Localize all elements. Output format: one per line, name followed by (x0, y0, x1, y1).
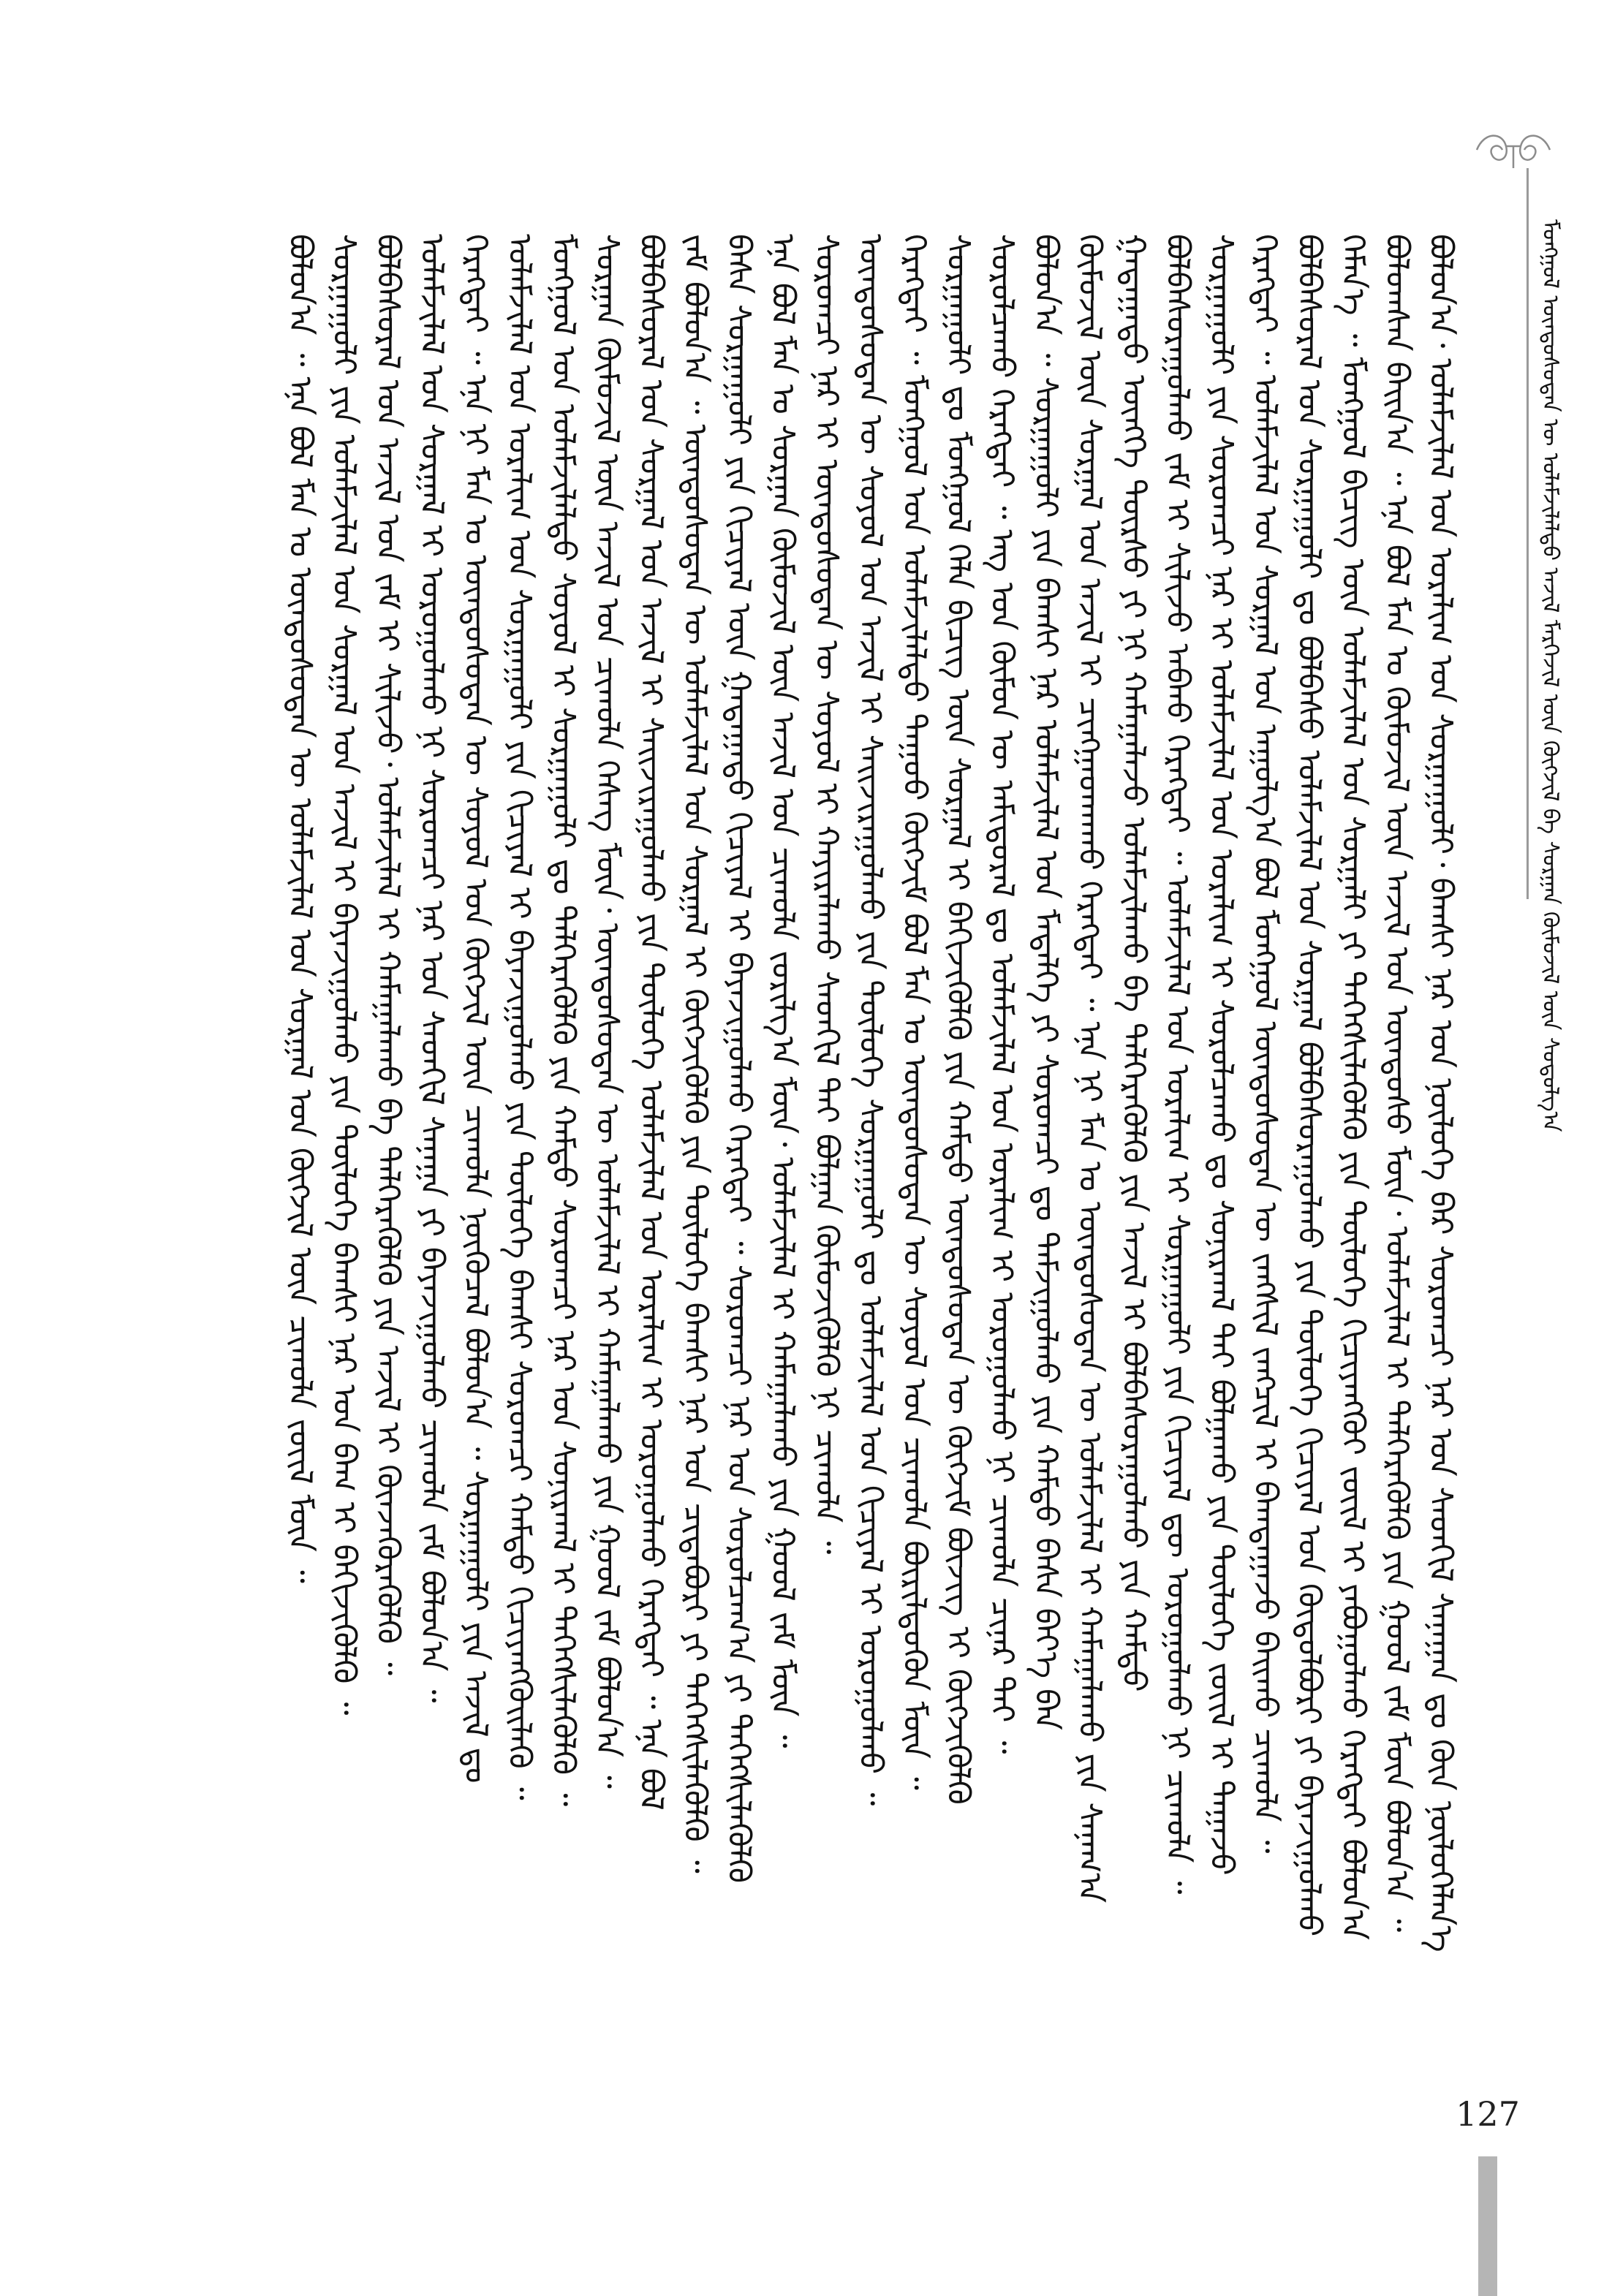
text-column: ᠪᠣᠯᠪᠠᠰᠤᠷᠠᠯ ᠤᠨ ᠰᠤᠷᠭᠠᠭᠤᠯᠢ ᠳᠤ ᠪᠣᠯᠪᠠᠰᠤ ᠤᠯᠠᠮᠵᠢᠯᠠᠯ ᠤᠨ ᠰᠤᠷᠭᠠᠯ ᠪᠣᠯᠪᠠᠰᠤᠷᠠᠭᠤᠯᠬᠤ ᠶᠢᠨ ᠲᠥᠯᠦᠭᠡ ᠬᠢᠴᠢᠶᠡᠯ ᠤᠨ ᠬᠥᠲᠥᠯᠪᠦᠷᠢ ᠶᠢ ᠪᠠᠶᠠᠵᠢᠭᠤᠯᠬᠤ (1290, 234, 1328, 1937)
text-column: ᠬᠥᠮᠦᠵᠢᠯ ᠦᠨ ᠰᠤᠷᠭᠠᠯ ᠤᠨ ᠠᠵᠢᠯ ᠢ ᠴᠢᠩᠭᠠᠳᠬᠠᠬᠤ ᠬᠡᠷᠡᠭᠲᠡᠢ ᠃ ᠡᠨᠡ ᠨᠢ ᠮᠠᠨ ᠤ ᠦᠨᠳᠦᠰᠦᠲᠡᠨ ᠦ ᠤᠯᠠᠮᠵᠢᠯᠠᠯ ᠢ ᠬᠠᠮᠠᠭᠠᠯᠠᠬᠤ ᠶᠢᠨ ᠰᠠᠨᠠᠭ᠎ᠠ (1071, 234, 1108, 1903)
text-column: ᠬᠡᠷᠡᠭᠲᠡᠢ ᠃ ᠡᠨᠡ ᠨᠢ ᠮᠠᠨ ᠤ ᠦᠨᠳᠦᠰᠦᠲᠡᠨ ᠦ ᠰᠣᠶᠤᠯ ᠤᠨ ᠬᠥᠭᠵᠢᠯ ᠦᠨ ᠴᠢᠬᠤᠯᠠ ᠨᠥᠬᠦᠴᠡᠯ ᠪᠣᠯᠣᠨ᠎ᠠ ᠃ ᠰᠤᠷᠭᠠᠭᠤᠯᠢ ᠶᠢᠨ ᠠᠵᠢᠯ ᠳᠤ (457, 234, 494, 1784)
text-column: ᠡᠨᠡ ᠪᠣᠯ ᠮᠠᠨ ᠤ ᠰᠤᠷᠭᠠᠨ ᠬᠦᠮᠦᠵᠢᠯ ᠦᠨ ᠠᠵᠢᠯ ᠤᠨ ᠴᠢᠬᠤᠯᠠ ᠵᠣᠷᠢᠯᠭ᠎ᠠ ᠮᠥᠨ᠂ ᠤᠯᠠᠮᠵᠢᠯᠠᠯ ᠢ ᠬᠠᠮᠠᠭᠠᠯᠠᠬᠤ ᠶᠢᠨ ᠭᠣᠣᠯ ᠵᠠᠮ ᠮᠥᠨ ᠃ (764, 234, 801, 1748)
scroll-ornament-icon (1469, 124, 1557, 175)
text-column: ᠤᠯᠠᠮᠵᠢᠯᠠᠯ ᠤᠨ ᠰᠤᠷᠭᠠᠯ ᠢ ᠣᠷᠣᠭᠤᠯᠬᠤ ᠨᠢ ᠰᠤᠷᠤᠭᠴᠢ ᠨᠠᠷ ᠤᠨ ᠰᠡᠳᠬᠢᠯ ᠰᠠᠨᠠᠭᠠ ᠶᠢ ᠪᠠᠶᠠᠵᠢᠭᠤᠯᠬᠤ ᠴᠢᠬᠤᠯᠠ ᠵᠠᠮ ᠪᠣᠯᠣᠨ᠎ᠠ ᠃ (413, 234, 450, 1703)
text-column: ᠰᠤᠷᠤᠭᠴᠢ ᠨᠠᠷ ᠢ ᠦᠨᠳᠦᠰᠦᠲᠡᠨ ᠦ ᠰᠣᠶᠤᠯ ᠢ ᠬᠠᠶᠢᠷᠠᠯᠠᠬᠤ ᠰᠡᠳᠬᠢᠯ ᠲᠠᠢ ᠪᠣᠯᠭᠠᠨ ᠬᠦᠮᠦᠵᠢᠭᠦᠯᠬᠦ ᠨᠢ ᠴᠢᠬᠤᠯᠠ ᠃ (808, 234, 845, 1555)
edge-tab-marker (1478, 2156, 1497, 2296)
text-column: ᠪᠣᠯᠣᠨ᠎ᠠ᠂ ᠤᠯᠠᠮᠵᠢᠯᠠᠯ ᠤᠨ ᠤᠷᠠᠯᠢᠭ ᠤᠨ ᠰᠤᠷᠭᠠᠭᠤᠯᠢ᠂ ᠪᠠᠭᠰᠢ ᠨᠠᠷ ᠤᠨ ᠨᠥᠯᠦᠭᠡ ᠪᠡᠷ ᠰᠤᠷᠤᠭᠴᠢ ᠨᠠᠷ ᠤᠨ ᠰᠡᠳᠭᠢᠯ ᠰᠠᠨᠠᠭᠠᠨ ᠳᠤ ᠭᠦᠨ ᠨᠥᠯᠦᠭᠡᠯᠡᠨ᠎ᠡ (1422, 234, 1459, 1952)
text-column: ᠰᠤᠷᠤᠯᠴᠠᠬᠤ ᠬᠡᠷᠡᠭᠲᠡᠢ ᠃ ᠡᠩ ᠤᠨ ᠬᠦᠮᠦᠨ ᠦ ᠠᠮᠢᠳᠤᠷᠠᠯ ᠳᠤ ᠤᠯᠠᠮᠵᠢᠯᠠᠯ ᠤᠨ ᠤᠷᠠᠯᠢᠭ ᠢ ᠣᠷᠣᠭᠤᠯᠬᠤ ᠨᠢ ᠴᠢᠬᠤᠯᠠ ᠴᠢᠨᠠᠷ ᠲᠠᠢ ᠃ (983, 234, 1021, 1754)
text-column: ᠰᠤᠷᠭᠠᠭᠤᠯᠢ ᠳᠤ ᠮᠣᠩᠭᠣᠯ ᠬᠡᠯᠡ ᠪᠢᠴᠢᠭ ᠦᠨ ᠰᠤᠷᠭᠠᠯ ᠢ ᠪᠡᠬᠢᠵᠢᠭᠦᠯᠬᠦ ᠶᠢᠨ ᠬᠠᠮᠲᠤ ᠦᠨᠳᠦᠰᠦᠲᠡᠨ ᠦ ᠬᠥᠭᠵᠢᠮ ᠪᠦᠵᠢᠭ ᠢ ᠬᠥᠭᠵᠢᠭᠦᠯᠬᠦ (939, 234, 977, 1805)
running-header: ᠮᠣᠩᠭᠣᠯ ᠦᠨᠳᠦᠰᠦᠲᠡᠨ ᠦ ᠤᠯᠠᠮᠵᠢᠯᠠᠯᠳᠤ ᠠᠵᠢᠯ ᠮᠡᠷᠭᠡᠵᠢᠯ ᠦᠨ ᠬᠥᠭᠵᠢᠯ ᠪᠠ ᠰᠤᠷᠭᠠᠨ ᠬᠥᠮᠦᠵᠢᠯ ᠦᠨ ᠰᠤᠳᠤᠯᠭ᠎ᠠ (1537, 219, 1563, 1132)
text-column: ᠤᠯᠠᠮᠵᠢᠯᠠᠯ ᠤᠨ ᠤᠷᠠᠯᠢᠭ ᠤᠨ ᠰᠤᠷᠭᠠᠭᠤᠯᠢ ᠶᠢᠨ ᠬᠢᠴᠢᠶᠡᠯ ᠢ ᠪᠠᠶᠠᠵᠢᠭᠤᠯᠬᠤ ᠶᠢᠨ ᠲᠥᠯᠦᠭᠡ ᠪᠠᠭᠰᠢ ᠰᠤᠷᠤᠭᠴᠢ ᠬᠠᠮᠲᠤ ᠬᠢᠴᠢᠶᠡᠩᠭᠦᠢᠯᠡᠬᠦ ᠃ (501, 234, 538, 1800)
text-column: ᠪᠠᠰᠠ ᠰᠤᠷᠭᠠᠭᠤᠯᠢ ᠶᠢᠨ ᠬᠢᠴᠢᠶᠡᠯ ᠦᠨ ᠭᠠᠳᠠᠭᠠᠳᠤ ᠬᠢᠴᠢᠶᠡᠯ ᠢ ᠪᠠᠶᠠᠵᠢᠭᠤᠯᠬᠤ ᠬᠡᠷᠡᠭᠲᠡᠢ ᠃ ᠰᠤᠷᠤᠭᠴᠢ ᠨᠠᠷ ᠤᠨ ᠰᠤᠷᠤᠯᠴᠠᠭ᠎ᠠ ᠶᠢ ᠳᠡᠭᠡᠭᠰᠢᠯᠡᠭᠦᠯᠬᠦ (720, 234, 757, 1884)
text-column: ᠮᠣᠩᠭᠣᠯ ᠤᠨ ᠤᠯᠠᠮᠵᠢᠯᠠᠯᠳᠤ ᠰᠣᠶᠤᠯ ᠢ ᠰᠤᠷᠭᠠᠭᠤᠯᠢ ᠳᠤ ᠳᠡᠯᠭᠡᠷᠡᠭᠦᠯᠬᠦ ᠶᠢᠨ ᠬᠠᠮᠲᠤ ᠰᠤᠷᠤᠭᠴᠢ ᠨᠠᠷ ᠤᠨ ᠰᠣᠨᠢᠷᠬᠠᠯ ᠢ ᠳᠡᠭᠡᠭᠰᠢᠯᠡᠭᠦᠯᠬᠦ ᠃ (545, 234, 582, 1807)
text-column: ᠪᠣᠯᠪᠠᠰᠤᠷᠠᠭᠤᠯᠬᠤ ᠵᠠᠮ ᠢ ᠰᠢᠯᠢᠵᠤ ᠠᠪᠬᠤ ᠬᠡᠷᠡᠭᠲᠡᠢ ᠃ ᠤᠯᠠᠮᠵᠢᠯᠠᠯ ᠤᠨ ᠤᠷᠠᠯᠢᠭ ᠢ ᠰᠤᠷᠭᠠᠭᠤᠯᠢ ᠶᠢᠨ ᠬᠢᠴᠢᠶᠡᠯ ᠳᠦ ᠣᠷᠣᠭᠤᠯᠬᠤ ᠨᠢ ᠴᠢᠬᠤᠯᠠ ᠃ (1159, 234, 1196, 1895)
text-column: ᠪᠣᠯᠪᠠᠰᠤᠷᠠᠯ ᠤᠨ ᠠᠵᠢᠯ ᠤᠨ ᠵᠠᠮ ᠢ ᠰᠢᠯᠢᠵᠤ᠂ ᠤᠯᠠᠮᠵᠢᠯᠠᠯ ᠢ ᠬᠠᠮᠠᠭᠠᠯᠠᠬᠤ ᠪᠠ ᠳᠡᠯᠭᠡᠷᠡᠭᠦᠯᠬᠦ ᠶᠢᠨ ᠠᠵᠢᠯ ᠢ ᠭᠦᠨᠵᠡᠭᠦᠷᠡᠭᠦᠯᠬᠦ ᠃ (369, 234, 406, 1675)
text-column: ᠪᠣᠯᠣᠨ᠎ᠠ ᠃ ᠰᠤᠷᠭᠠᠭᠤᠯᠢ ᠶᠢᠨ ᠪᠠᠭᠰᠢ ᠨᠠᠷ ᠤᠯᠠᠮᠵᠢᠯᠠᠯ ᠤᠨ ᠮᠡᠳᠡᠯᠭᠡ ᠶᠢ ᠰᠤᠷᠤᠭᠴᠢ ᠳᠤ ᠳᠠᠮᠵᠢᠭᠤᠯᠬᠤ ᠶᠢᠨ ᠬᠠᠮᠲᠤ ᠪᠠᠰᠠ ᠪᠡᠶ᠎ᠡ ᠪᠡᠨ (1027, 234, 1064, 1730)
mongolian-body-text (190, 234, 1462, 2076)
text-column: ᠪᠣᠯᠪᠠᠰᠤᠷᠠᠯ ᠤᠨ ᠰᠤᠷᠭᠠᠯ ᠤᠨ ᠠᠵᠢᠯ ᠢ ᠰᠠᠢᠵᠢᠷᠠᠭᠤᠯᠬᠤ ᠶᠢᠨ ᠲᠥᠯᠦᠭᠡ ᠤᠯᠠᠮᠵᠢᠯᠠᠯ ᠤᠨ ᠤᠷᠠᠯᠢᠭ ᠢ ᠣᠷᠣᠭᠤᠯᠬᠤ ᠬᠡᠷᠡᠭᠲᠡᠢ ᠃ ᠡᠨᠡ ᠪᠣᠯ (632, 234, 670, 1811)
text-column: ᠰᠤᠷᠭᠠᠭᠤᠯᠢ ᠶᠢᠨ ᠤᠯᠠᠮᠵᠢᠯᠠᠯ ᠤᠨ ᠰᠤᠷᠭᠠᠯ ᠤᠨ ᠠᠵᠢᠯ ᠢ ᠪᠠᠶᠠᠵᠢᠭᠤᠯᠬᠤ ᠶᠢᠨ ᠲᠥᠯᠦᠭᠡ ᠪᠠᠭᠰᠢ ᠨᠠᠷ ᠤᠨ ᠪᠠᠭ ᠢ ᠪᠡᠬᠢᠵᠢᠭᠦᠯᠬᠦ ᠃ (325, 234, 363, 1716)
text-column: ᠭᠠᠳᠠᠭᠠᠳᠤ ᠥᠩᠭᠡ ᠳᠦᠷᠰᠦ ᠶᠢ ᠨᠢ ᠬᠠᠮᠠᠭᠠᠯᠠᠵᠤ ᠤᠯᠠᠮᠵᠢᠯᠠᠬᠤ ᠪᠠ ᠳᠡᠯᠭᠡᠷᠡᠭᠦᠯᠬᠦ ᠶᠢᠨ ᠠᠵᠢᠯ ᠢ ᠪᠣᠯᠪᠠᠰᠤᠷᠠᠭᠤᠯᠬᠤ ᠶᠢᠨ ᠬᠠᠮᠲᠤ (1115, 234, 1152, 1692)
text-column: ᠪᠣᠯᠣᠭᠰᠠᠨ ᠪᠠᠢᠨ᠎ᠠ ᠃ ᠡᠨᠡ ᠪᠣᠯ ᠮᠠᠨ ᠤ ᠬᠦᠮᠦᠵᠢᠯ ᠦᠨ ᠠᠵᠢᠯ ᠤᠨ ᠦᠨᠳᠦᠰᠦ ᠮᠥᠨ᠂ ᠤᠯᠠᠮᠵᠢᠯᠠᠯ ᠢ ᠳᠡᠯᠭᠡᠷᠡᠭᠦᠯᠬᠦ ᠶᠢᠨ ᠭᠣᠣᠯ ᠵᠠᠮ ᠮᠥᠨ ᠪᠣᠯᠣᠨ᠎ᠠ ᠃ (1378, 234, 1415, 1933)
text-column: ᠬᠡᠷᠡᠭᠲᠡᠢ ᠃ ᠮᠣᠩᠭᠣᠯ ᠤᠨ ᠤᠯᠠᠮᠵᠢᠯᠠᠯᠳᠤ ᠲᠠᠭᠤᠤ ᠬᠥᠭᠵᠢᠮ ᠪᠣᠯ ᠮᠠᠨ ᠤ ᠦᠨᠳᠦᠰᠦᠲᠡᠨ ᠦ ᠰᠣᠶᠤᠯ ᠤᠨ ᠴᠢᠬᠤᠯᠠ ᠪᠦᠷᠢᠯᠳᠦᠬᠦᠨ ᠮᠥᠨ ᠃ (896, 234, 933, 1790)
text-column: ᠬᠡᠮᠡᠨ᠎ᠡ ᠃ ᠮᠣᠩᠭᠣᠯ ᠪᠢᠴᠢᠭ ᠦᠨ ᠤᠯᠠᠮᠵᠢᠯᠠᠯ ᠤᠨ ᠰᠤᠷᠭᠠᠯᠢ ᠶᠢ ᠳᠡᠭᠡᠭᠰᠢᠯᠡᠭᠦᠯᠬᠦ ᠶᠢᠨ ᠲᠥᠯᠦᠭᠡ ᠬᠢᠴᠢᠶᠡᠩᠭᠦᠢ ᠵᠦᠢᠯ ᠢ ᠶᠠᠪᠤᠭᠤᠯᠬᠤ ᠬᠡᠷᠡᠭᠲᠡᠢ ᠪᠣᠯᠣᠨ᠎ᠠ (1334, 234, 1372, 1940)
page-number: 127 (1456, 2094, 1520, 2134)
text-column: ᠰᠤᠷᠭᠠᠭᠤᠯᠢ ᠶᠢᠨ ᠰᠤᠷᠤᠭᠴᠢ ᠨᠠᠷ ᠢ ᠤᠯᠠᠮᠵᠢᠯᠠᠯ ᠤᠨ ᠤᠷᠠᠯᠢᠭ ᠢ ᠰᠤᠷᠤᠯᠴᠠᠬᠤ ᠳᠤ ᠰᠣᠨᠢᠷᠬᠠᠯ ᠲᠠᠢ ᠪᠣᠯᠭᠠᠬᠤ ᠶᠢᠨ ᠲᠥᠯᠦᠭᠡ ᠵᠦᠢᠯ ᠢ ᠳᠠᠭᠠᠵᠤ (1203, 234, 1240, 1876)
text-column: ᠪᠣᠯᠣᠨ᠎ᠠ ᠃ ᠡᠨᠡ ᠪᠣᠯ ᠮᠠᠨ ᠤ ᠦᠨᠳᠦᠰᠦᠲᠡᠨ ᠦ ᠤᠯᠠᠮᠵᠢᠯᠠᠯ ᠤᠨ ᠰᠤᠷᠭᠠᠯ ᠤᠨ ᠬᠥᠭᠵᠢᠯ ᠦᠨ ᠴᠢᠬᠤᠯᠠ ᠵᠦᠢᠯ ᠮᠥᠨ ᠃ (281, 234, 319, 1583)
text-column: ᠬᠡᠷᠡᠭᠲᠡᠢ ᠃ ᠤᠯᠠᠮᠵᠢᠯᠠᠯ ᠤᠨ ᠰᠤᠷᠭᠠᠯ ᠤᠨ ᠠᠭᠤᠯᠭ᠎ᠠ ᠪᠣᠯ ᠮᠣᠩᠭᠣᠯ ᠦᠨᠳᠦᠰᠦᠲᠡᠨ ᠦ ᠵᠠᠩᠱᠢᠯ ᠵᠠᠩᠴᠢᠯ ᠢ ᠪᠠᠭᠳᠠᠭᠠᠵᠤ ᠪᠠᠢᠬᠤ ᠴᠢᠬᠤᠯᠠ ᠃ (1246, 234, 1284, 1854)
text-column: ᠰᠤᠷᠭᠠᠨ ᠬᠦᠮᠦᠵᠢᠯ ᠦᠨ ᠠᠵᠢᠯ ᠤᠨ ᠴᠢᠬᠤᠯᠠ ᠬᠡᠰᠡᠭ ᠮᠥᠨ᠂ ᠦᠨᠳᠦᠰᠦᠲᠡᠨ ᠦ ᠤᠯᠠᠮᠵᠢᠯᠠᠯ ᠢ ᠬᠠᠮᠠᠭᠠᠯᠠᠬᠤ ᠶᠢᠨ ᠭᠣᠣᠯ ᠵᠠᠮ ᠪᠣᠯᠣᠨ᠎ᠠ ᠃ (589, 234, 626, 1789)
text-column: ᠵᠠᠮ ᠪᠣᠯᠣᠨ᠎ᠠ ᠃ ᠦᠨᠳᠦᠰᠦᠲᠡᠨ ᠦ ᠤᠯᠠᠮᠵᠢᠯᠠᠯ ᠤᠨ ᠰᠤᠷᠭᠠᠯ ᠢ ᠬᠥᠭᠵᠢᠭᠦᠯᠬᠦ ᠶᠢᠨ ᠲᠥᠯᠦᠭᠡ ᠪᠠᠭᠰᠢ ᠨᠠᠷ ᠤᠨ ᠴᠢᠳᠠᠪᠤᠷᠢ ᠶᠢ ᠳᠡᠭᠡᠭᠰᠢᠯᠡᠭᠦᠯᠬᠦ ᠃ (676, 234, 714, 1873)
text-column: ᠦᠨᠳᠦᠰᠦᠲᠡᠨ ᠦ ᠰᠣᠶᠤᠯ ᠤᠨ ᠠᠵᠢᠯ ᠢ ᠰᠠᠢᠵᠢᠷᠠᠭᠤᠯᠬᠤ ᠶᠢᠨ ᠲᠥᠯᠦᠭᠡ ᠰᠤᠷᠭᠠᠭᠤᠯᠢ ᠳᠤ ᠤᠯᠠᠮᠵᠢᠯᠠᠯ ᠤᠨ ᠬᠢᠴᠢᠶᠡᠯ ᠢ ᠣᠷᠣᠭᠤᠯᠬᠤ ᠃ (852, 234, 889, 1806)
